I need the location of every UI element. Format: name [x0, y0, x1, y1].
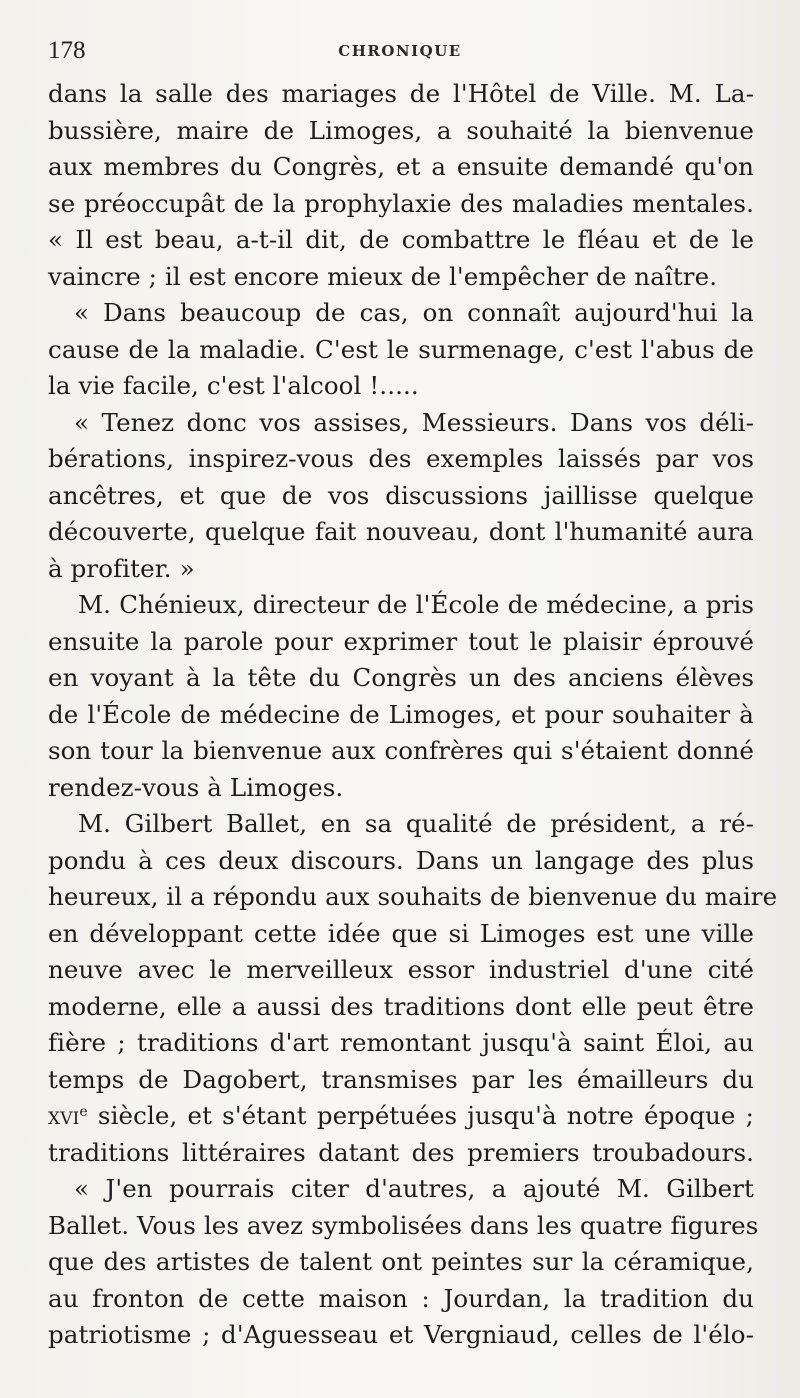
text-line: Ballet. Vous les avez symbolisées dans les quatre figures — [48, 1210, 759, 1240]
text-line: vaincre ; il est encore mieux de l'empêcher de naître. — [48, 261, 718, 291]
text-line: à profiter. » — [48, 553, 195, 583]
roman-numeral: xvi — [48, 1101, 80, 1130]
text-line-century — [48, 1098, 754, 1135]
text-line: en développant cette idée que si Limoges est une ville — [48, 918, 754, 948]
running-head: CHRONIQUE — [338, 42, 462, 60]
text-line: « Tenez donc vos assises, Messieurs. Dans vos déli- — [74, 407, 754, 437]
text-line: temps de Dagobert, transmises par les émailleurs du — [48, 1064, 754, 1094]
text-line: la vie facile, c'est l'alcool !..... — [48, 371, 419, 400]
text-line: heureux, il a répondu aux souhaits de bienvenue du maire — [48, 882, 778, 911]
text-line: patriotisme ; d'Aguesseau et Vergniaud, celles de l'élo- — [48, 1320, 754, 1349]
text-line: rendez-vous à Limoges. — [48, 772, 344, 802]
text-line: découverte, quelque fait nouveau, dont l'humanité aura — [48, 517, 754, 546]
page-header — [48, 36, 752, 70]
text-line: se préoccupât de la prophylaxie des maladies mentales. — [48, 188, 754, 218]
text-line: traditions littéraires datant des premiers troubadours. — [48, 1137, 754, 1167]
text-line: en voyant à la tête du Congrès un des anciens élèves — [48, 663, 754, 692]
text-line: aux membres du Congrès, et a ensuite demandé qu'on — [48, 152, 754, 181]
text-line: bussière, maire de Limoges, a souhaité la bienvenue — [48, 115, 754, 145]
text-line: dans la salle des mariages de l'Hôtel de Ville. M. La- — [48, 79, 754, 108]
text-line: de l'École de médecine de Limoges, et pour souhaiter à — [48, 699, 754, 729]
text-line: moderne, elle a aussi des traditions dont elle peut être — [48, 991, 754, 1021]
text-line: « Dans beaucoup de cas, on connaît aujourd'hui la — [74, 298, 754, 327]
text-line: que des artistes de talent ont peintes sur la céramique, — [48, 1247, 754, 1276]
text-line: ancêtres, et que de vos discussions jaillisse quelque — [48, 480, 754, 510]
text-line: « J'en pourrais citer d'autres, a ajouté M. Gilbert — [74, 1174, 754, 1203]
text-line: au fronton de cette maison : Jourdan, la tradition du — [48, 1283, 754, 1313]
body-text — [48, 76, 778, 1354]
text-line: « Il est beau, a-t-il dit, de combattre le fléau et de le — [48, 225, 754, 254]
text-line: neuve avec le merveilleux essor industriel d'une cité — [48, 955, 754, 984]
text-line: ensuite la parole pour exprimer tout le plaisir éprouvé — [48, 626, 754, 656]
text-line: son tour la bienvenue aux confrères qui s'étaient donné — [48, 736, 754, 765]
superscript-e: e — [79, 1104, 88, 1120]
text-line: bérations, inspirez-vous des exemples laissés par vos — [48, 444, 754, 473]
page-number: 178 — [48, 37, 86, 64]
text-line: pondu à ces deux discours. Dans un langage des plus — [48, 845, 754, 875]
text-line-rest: siècle, et s'étant perpétuées jusqu'à notre époque ; — [87, 1101, 754, 1130]
text-line: cause de la maladie. C'est le surmenage, c'est l'abus de — [48, 334, 754, 364]
text-line: M. Chénieux, directeur de l'École de médecine, a pris — [78, 590, 754, 619]
text-line: fière ; traditions d'art remontant jusqu'à saint Éloi, au — [48, 1028, 754, 1057]
text-line: M. Gilbert Ballet, en sa qualité de président, a ré- — [78, 809, 754, 838]
